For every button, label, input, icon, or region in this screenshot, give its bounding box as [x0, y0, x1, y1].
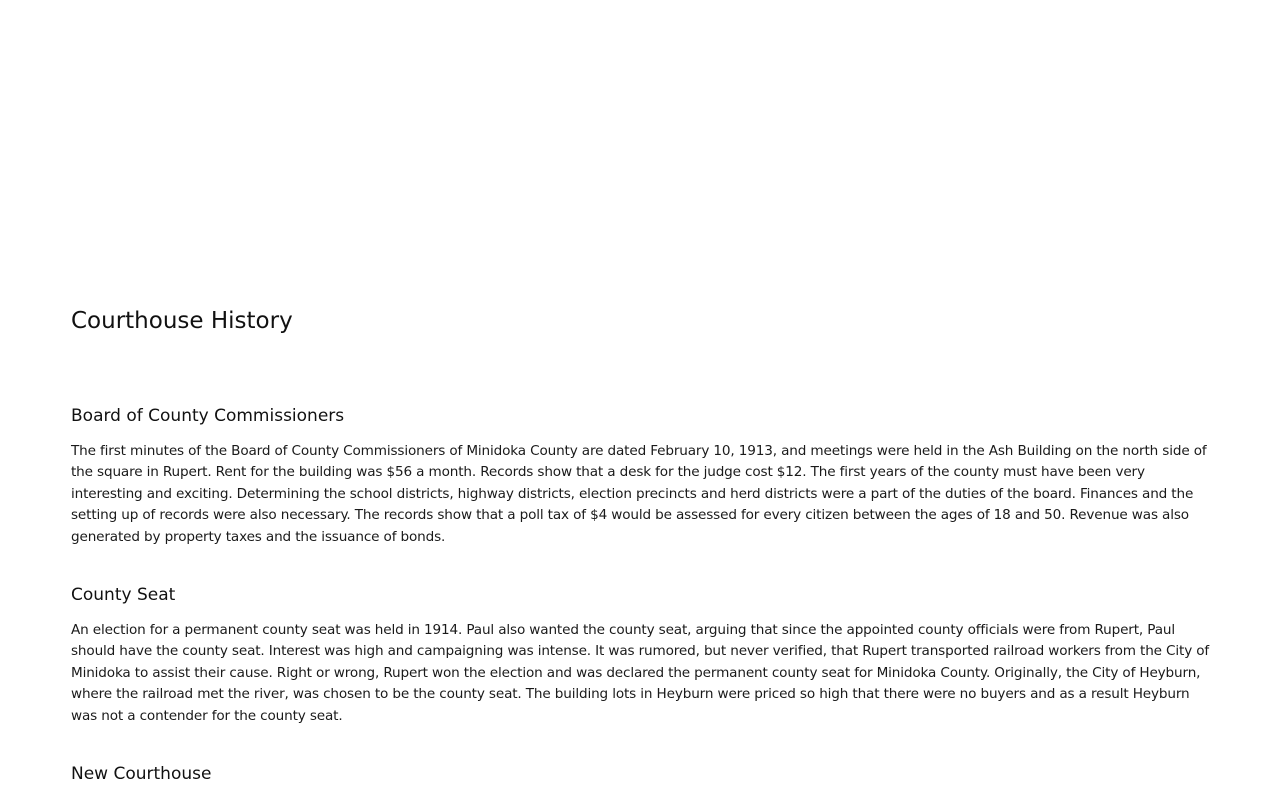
- section-paragraph: The first minutes of the Board of County Commissioners of Minidoka County are dated February 10, 1913, and meetings were held in the Ash Building on the north side of the square in Rupert. Rent for the building was $56 a month. Records show that a desk for the judge cost $12. The first years of the county must have been very interesting and exciting. Determining the school districts, highway districts, election precincts and herd districts were a part of the duties of the board. Finances and the setting up of records were also necessary. The records show that a poll tax of $4 would be assessed for every citizen between the ages of 18 and 50. Revenue was also generated by property taxes and the issuance of bonds.: [71, 443, 1207, 545]
- section-board-of-county-commissioners: [71, 405, 1213, 548]
- section-paragraph: An election for a permanent county seat was held in 1914. Paul also wanted the county seat, arguing that since the appointed county officials were from Rupert, Paul should have the county seat. Interest was high and campaigning was intense. It was rumored, but never verified, that Rupert transported railroad workers from the City of Minidoka to assist their cause. Right or wrong, Rupert won the election and was declared the permanent county seat for Minidoka County. Originally, the City of Heyburn, where the railroad met the river, was chosen to be the county seat. The building lots in Heyburn were priced so high that there were no buyers and as a result Heyburn was not a contender for the county seat.: [71, 622, 1210, 724]
- section-county-seat: [71, 584, 1213, 727]
- section-heading: New Courthouse: [71, 764, 212, 785]
- header-blank-area: [0, 0, 1280, 290]
- section-heading: County Seat: [71, 585, 176, 606]
- section-new-courthouse: [71, 763, 1213, 785]
- main-content: [71, 300, 1213, 785]
- section-heading: Board of County Commissioners: [71, 406, 345, 426]
- page-title: Courthouse History: [71, 308, 293, 334]
